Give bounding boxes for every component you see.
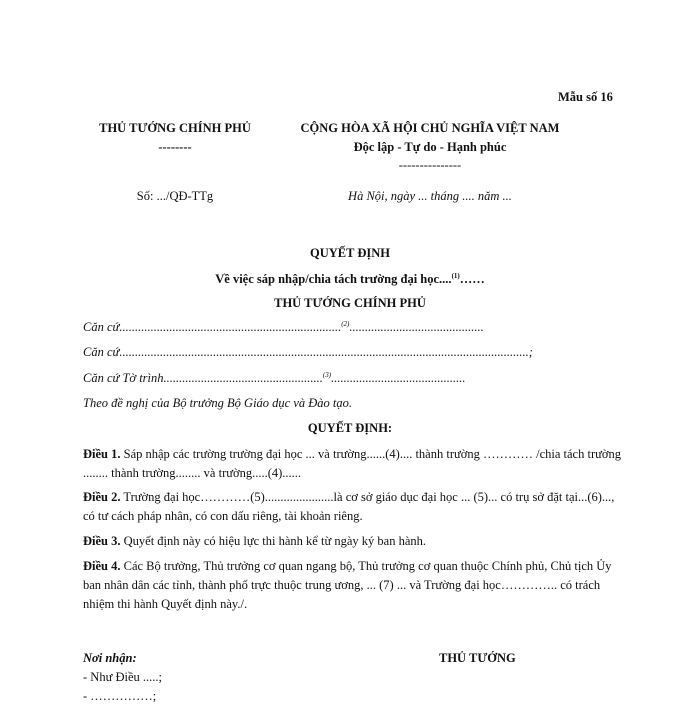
article-label: Điều 3. [83,534,121,548]
basis-line [83,345,533,360]
authority-title: THỦ TƯỚNG CHÍNH PHỦ [274,296,426,310]
article-text: Trường đại học…………(5)......................là cơ sở giáo dục đại học ... (5)... có trụ sở đặt tại...(6)..., có tư cách pháp nhân, có con dấu riêng, tài khoản riêng. [83,490,615,523]
recipient-item: - Như Điều .....; [83,670,162,684]
form-number: Mẫu số 16 [558,90,613,104]
basis-text: Căn cứ Tờ trình................................................... [83,371,323,385]
basis-line [83,320,484,335]
decision-subject [0,272,700,287]
basis-note: (3) [322,370,332,379]
national-title: CỘNG HÒA XÃ HỘI CHỦ NGHĨA VIỆT NAM [300,121,560,135]
basis-text: Căn cứ...................................................................................................................................; [83,345,533,359]
issuer-rule: -------- [158,140,192,154]
article-text: Quyết định này có hiệu lực thi hành kể từ ngày ký ban hành. [123,534,426,548]
article-label: Điều 1. [83,447,121,461]
recipients-label: Nơi nhận: [83,651,137,665]
basis-line [83,371,465,386]
basis-note: (2) [341,319,350,328]
document-number: Số: .../QĐ-TTg [136,189,214,203]
article-2 [83,488,623,526]
article-label: Điều 2. [83,490,121,504]
article-text: Các Bộ trưởng, Thủ trưởng cơ quan ngang bộ, Thủ trưởng cơ quan thuộc Chính phủ, Chủ tịch Ủy ban nhân dân các tỉnh, thành phố trực thuộc trung ương, ... (7) ... và Trường đại học………….. có trách nhiệm thi hành Quyết định này./. [83,559,612,611]
signer-title: THỦ TƯỚNG [439,651,516,665]
basis-tail: ........................................... [349,320,484,334]
national-motto: Độc lập - Tự do - Hạnh phúc [353,140,507,154]
decides-heading: QUYẾT ĐỊNH: [307,421,393,435]
basis-text: Căn cứ....................................................................... [83,320,342,334]
recipient-item: - ……………; [83,689,157,703]
basis-tail: ........................................... [331,371,466,385]
decision-heading: QUYẾT ĐỊNH [310,246,390,260]
proposal-line: Theo đề nghị của Bộ trưởng Bộ Giáo dục và Đào tạo. [83,396,353,410]
article-label: Điều 4. [83,559,121,573]
national-rule: --------------- [398,158,462,172]
article-3 [83,532,623,551]
article-4 [83,557,623,614]
place-date: Hà Nội, ngày ... tháng .... năm ... [348,189,512,203]
article-1 [83,445,623,483]
issuer-title: THỦ TƯỚNG CHÍNH PHỦ [99,121,251,135]
subject-note: (1) [451,271,460,280]
article-text: Sáp nhập các trường trường đại học ... và trường......(4).... thành trường ………… /chia tách trường ........ thành trường........ và trường.....(4)...... [83,447,621,480]
subject-tail: …… [459,272,485,286]
subject-text: Về việc sáp nhập/chia tách trường đại học.... [215,272,452,286]
